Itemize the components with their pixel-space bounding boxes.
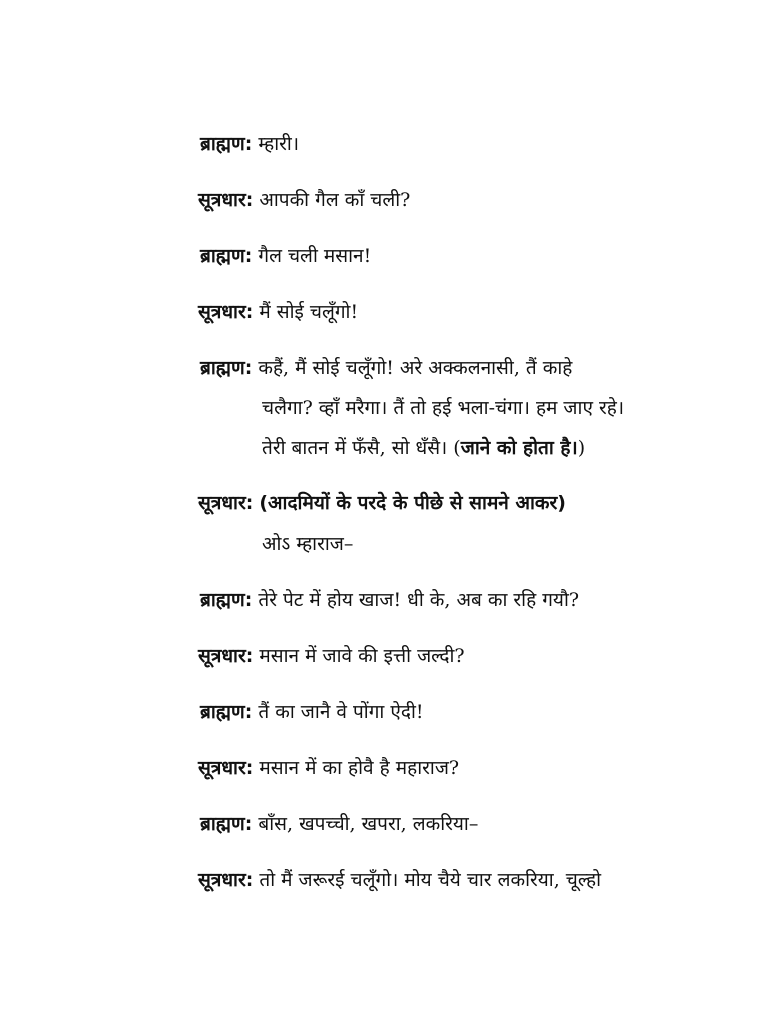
- stage-direction: जाने को होता है।: [460, 437, 578, 459]
- speech-text: तैं का जानै वे पोंगा ऐदी!: [258, 701, 424, 723]
- dialogue-line: [198, 754, 459, 782]
- speech-text: ओऽ म्हाराज–: [262, 533, 354, 555]
- speech-text: म्हारी।: [258, 133, 300, 155]
- speech-text: चलैगा? व्हाँ मरैगा। तैं तो हई भला-चंगा। हम जाए रहे।: [262, 397, 625, 419]
- dialogue-line: [200, 354, 572, 382]
- speaker-name: ब्राह्मण:: [200, 701, 253, 723]
- speech-text: गैल चली मसान!: [258, 245, 372, 267]
- speech-text: तेरी बातन में फँसै, सो धँसै। (: [262, 437, 461, 459]
- dialogue-line: [198, 866, 601, 894]
- speech-text: कहैं, मैं सोई चलूँगो! अरे अक्कलनासी, तैं काहे: [258, 357, 573, 379]
- speaker-name: सूत्रधार:: [198, 869, 254, 891]
- speech-text: मैं सोई चलूँगो!: [259, 301, 359, 323]
- speech-text: तो मैं जरूरई चलूँगो। मोय चैये चार लकरिया, चूल्हो: [259, 869, 602, 891]
- speech-text: मसान में जावे की इत्ती जल्दी?: [259, 645, 465, 667]
- speaker-name: सूत्रधार:: [198, 189, 254, 211]
- speaker-name: सूत्रधार:: [198, 301, 254, 323]
- dialogue-line: [198, 186, 410, 214]
- speaker-name: सूत्रधार:: [198, 492, 254, 514]
- speaker-name: ब्राह्मण:: [200, 813, 253, 835]
- speaker-name: ब्राह्मण:: [200, 357, 253, 379]
- speech-text: तेरे पेट में होय खाज! धी के, अब का रहि गयौ?: [258, 589, 580, 611]
- dialogue-line: [198, 642, 465, 670]
- dialogue-continuation: [262, 530, 353, 558]
- dialogue-continuation: [262, 394, 624, 422]
- speech-text: मसान में का होवै है महाराज?: [259, 757, 460, 779]
- speaker-name: ब्राह्मण:: [200, 133, 253, 155]
- speech-text: बाँस, खपच्ची, खपरा, लकरिया–: [258, 813, 479, 835]
- dialogue-line: [200, 698, 424, 726]
- stage-direction: (आदमियों के परदे के पीछे से सामने आकर): [259, 492, 566, 514]
- dialogue-line: [200, 810, 478, 838]
- dialogue-continuation: [262, 434, 585, 462]
- speaker-name: ब्राह्मण:: [200, 589, 253, 611]
- speaker-name: ब्राह्मण:: [200, 245, 253, 267]
- dialogue-line: [200, 242, 371, 270]
- speech-text: आपकी गैल काँ चली?: [259, 189, 411, 211]
- dialogue-line: [198, 298, 358, 326]
- speech-text-closing: ): [577, 437, 586, 459]
- dialogue-line: [200, 130, 299, 158]
- dialogue-line: [198, 489, 566, 517]
- dialogue-line: [200, 586, 579, 614]
- speaker-name: सूत्रधार:: [198, 645, 254, 667]
- speaker-name: सूत्रधार:: [198, 757, 254, 779]
